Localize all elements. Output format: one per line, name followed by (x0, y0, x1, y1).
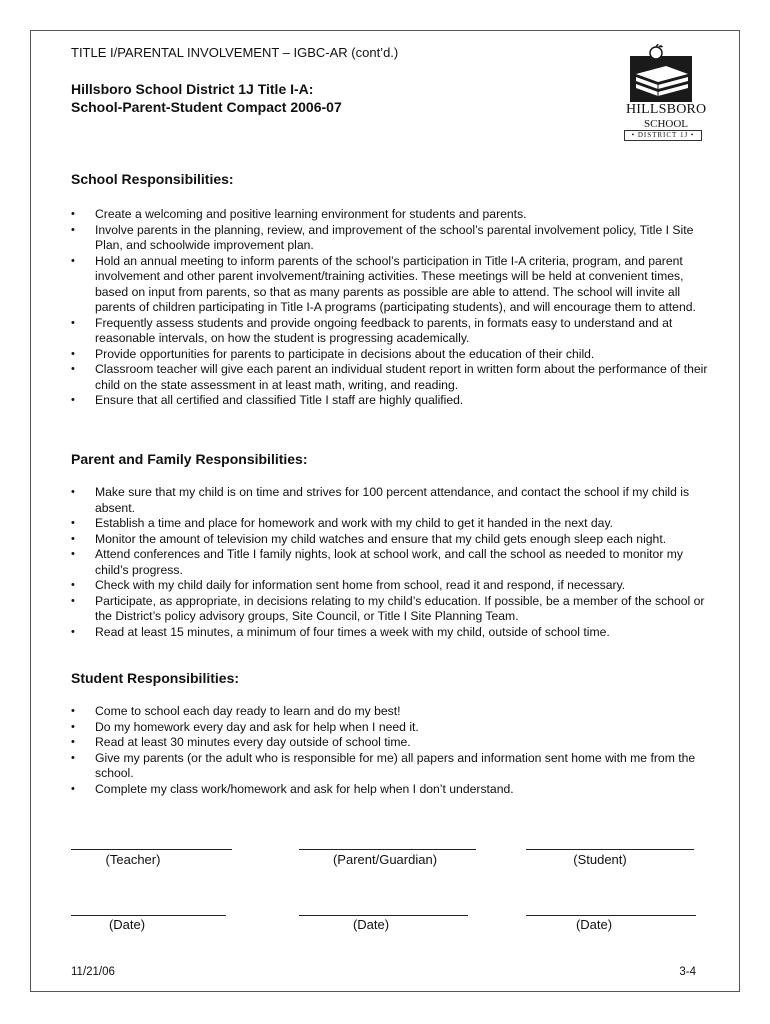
teacher-signature-line[interactable] (71, 849, 232, 850)
document-title-line2: School-Parent-Student Compact 2006-07 (71, 99, 342, 115)
logo-word-district: • DISTRICT 1J • (624, 130, 702, 141)
list-item: • Frequently assess students and provide ongoing feedback to parents, in formats easy to understand and at reasonable intervals, on how the student is progressing academically. (71, 316, 711, 347)
list-item: • Participate, as appropriate, in decisions relating to my child’s education. If possible, be a member of the school or the District’s policy advisory groups, Site Council, or Title I Site Planning Team. (71, 594, 711, 625)
parent-date-line[interactable] (299, 915, 468, 916)
policy-header: TITLE I/PARENTAL INVOLVEMENT – IGBC-AR (cont’d.) (71, 45, 399, 60)
list-item: • Create a welcoming and positive learning environment for students and parents. (71, 207, 711, 223)
student-date-label: (Date) (575, 917, 613, 932)
school-responsibilities-list (71, 207, 711, 409)
list-item: • Read at least 15 minutes, a minimum of four times a week with my child, outside of school time. (71, 625, 711, 641)
logo-word-school: SCHOOL (644, 118, 689, 130)
district-logo (622, 44, 707, 140)
section-heading-student: Student Responsibilities: (71, 670, 240, 686)
list-item: • Classroom teacher will give each parent an individual student report in written form about the performance of their child on the state assessment in at least math, writing, and reading. (71, 362, 711, 393)
parent-responsibilities-list (71, 485, 711, 640)
list-item: • Do my homework every day and ask for help when I need it. (71, 720, 711, 736)
list-item: • Establish a time and place for homework and work with my child to get it handed in the next day. (71, 516, 711, 532)
list-item: • Involve parents in the planning, review, and improvement of the school’s parental involvement policy, Title I Site Plan, and schoolwide improvement plan. (71, 223, 711, 254)
teacher-date-label: (Date) (108, 917, 146, 932)
list-item: • Monitor the amount of television my child watches and ensure that my child gets enough sleep each night. (71, 532, 711, 548)
teacher-date-line[interactable] (71, 915, 226, 916)
list-item: • Make sure that my child is on time and strives for 100 percent attendance, and contact the school if my child is absent. (71, 485, 711, 516)
list-item: • Hold an annual meeting to inform parents of the school’s participation in Title I-A criteria, program, and parent involvement and other parent involvement/training activities. These meetings will be held at convenient times, based on input from parents, so that as many parents as possible are able to attend. The school will invite all parents of children participating in Title I-A programs (participating students), and will encourage them to attend. (71, 254, 711, 316)
parent-date-label: (Date) (352, 917, 390, 932)
list-item: • Provide opportunities for parents to participate in decisions about the education of their child. (71, 347, 711, 363)
section-heading-parent: Parent and Family Responsibilities: (71, 451, 308, 467)
student-responsibilities-list (71, 704, 711, 797)
parent-signature-line[interactable] (299, 849, 476, 850)
document-title-line1: Hillsboro School District 1J Title I-A: (71, 81, 314, 97)
footer-date: 11/21/06 (71, 966, 115, 978)
student-label: (Student) (573, 852, 627, 867)
list-item: • Complete my class work/homework and ask for help when I don’t understand. (71, 782, 711, 798)
student-date-line[interactable] (526, 915, 696, 916)
page-number: 3-4 (679, 966, 696, 978)
logo-word-hillsboro: HILLSBORO (626, 102, 707, 117)
section-heading-school: School Responsibilities: (71, 171, 234, 187)
student-signature-line[interactable] (526, 849, 694, 850)
list-item: • Attend conferences and Title I family nights, look at school work, and call the school as needed to monitor my child’s progress. (71, 547, 711, 578)
parent-guardian-label: (Parent/Guardian) (332, 852, 438, 867)
list-item: • Give my parents (or the adult who is responsible for me) all papers and information sent home with me from the school. (71, 751, 711, 782)
list-item: • Ensure that all certified and classified Title I staff are highly qualified. (71, 393, 711, 409)
list-item: • Check with my child daily for information sent home from school, read it and respond, if necessary. (71, 578, 711, 594)
list-item: • Come to school each day ready to learn and do my best! (71, 704, 711, 720)
list-item: • Read at least 30 minutes every day outside of school time. (71, 735, 711, 751)
teacher-label: (Teacher) (105, 852, 161, 867)
